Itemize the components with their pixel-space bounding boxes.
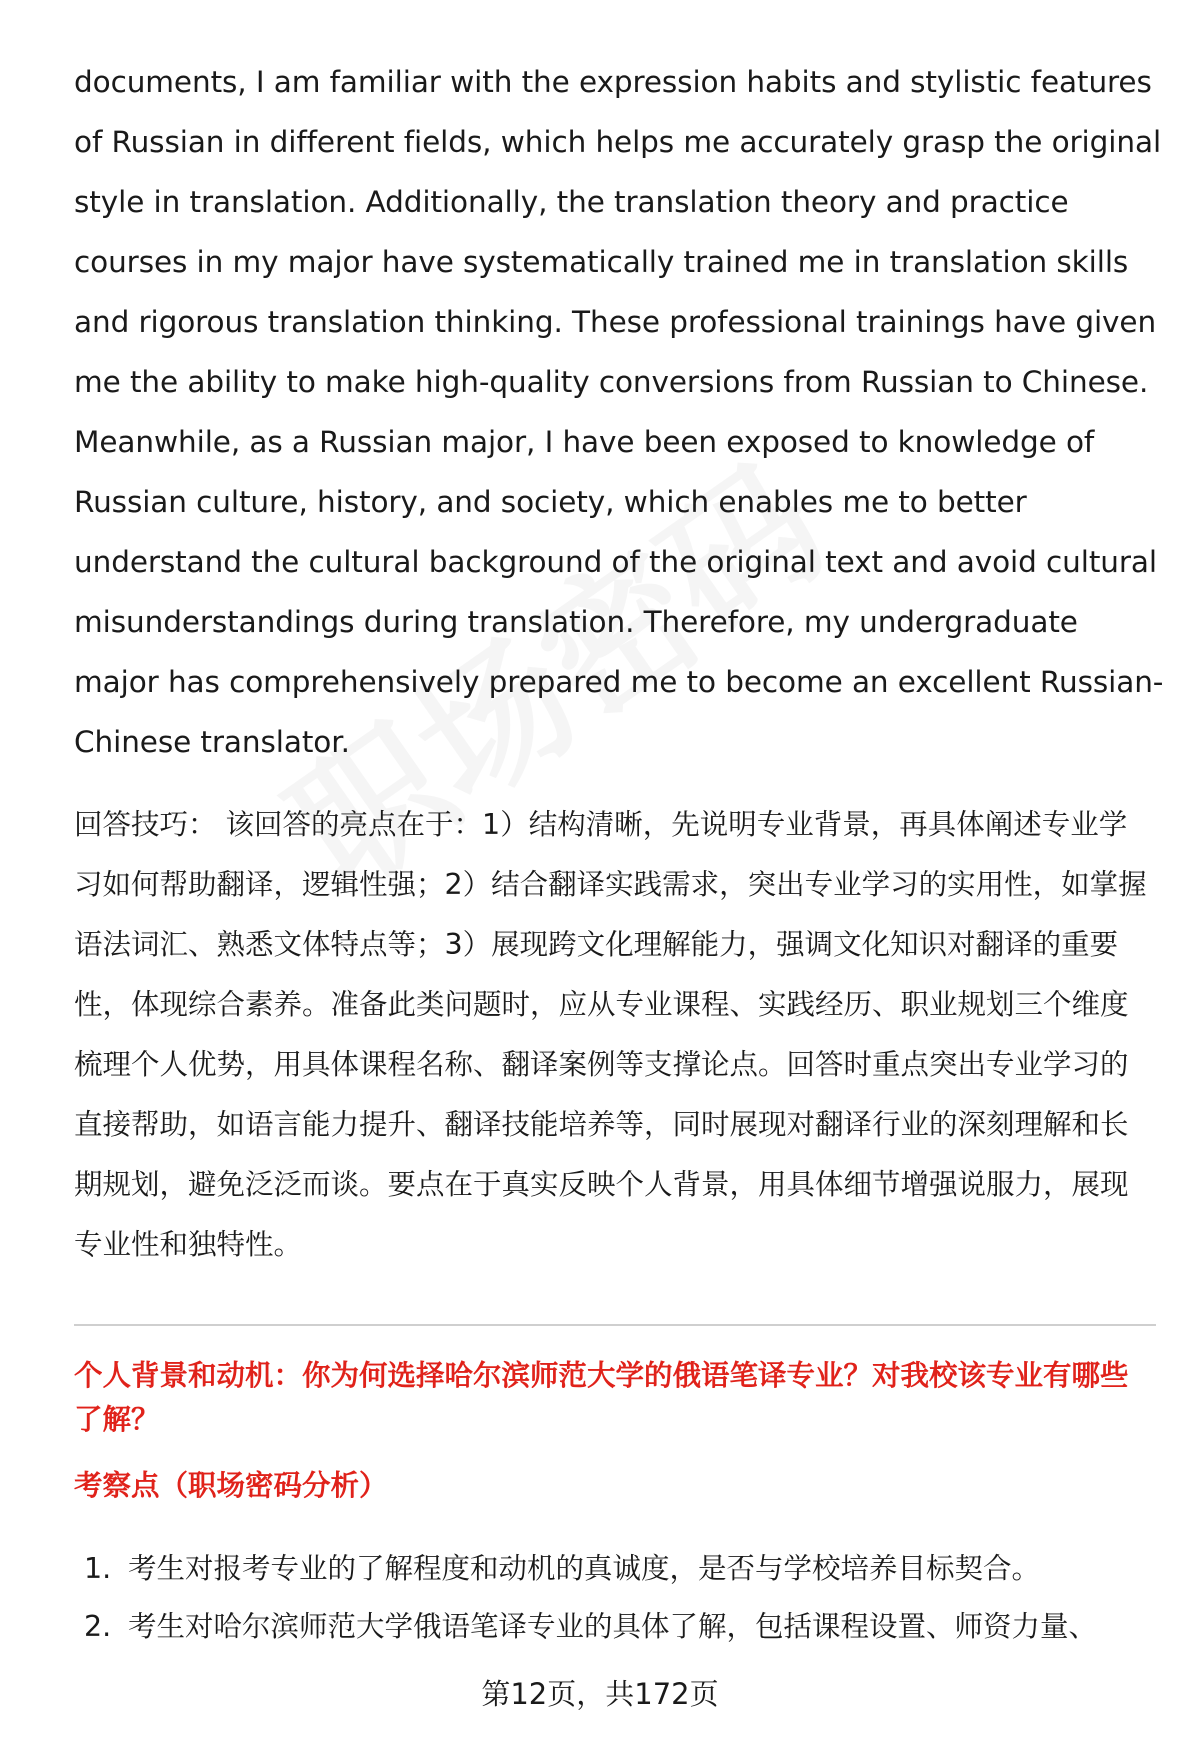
section-divider: [74, 1324, 1156, 1326]
assessment-points-list: [74, 1540, 1156, 1656]
interview-question: 个人背景和动机：你为何选择哈尔滨师范大学的俄语笔译专业？对我校该专业有哪些了解？: [74, 1359, 1129, 1436]
list-item-text: 考生对报考专业的了解程度和动机的真诚度，是否与学校培养目标契合。: [128, 1552, 1041, 1585]
list-item-number: 2.: [84, 1610, 112, 1643]
assessment-points-heading: 考察点（职场密码分析）: [74, 1469, 388, 1502]
list-item: [74, 1598, 1156, 1656]
list-item-text: 考生对哈尔滨师范大学俄语笔译专业的具体了解，包括课程设置、师资力量、: [128, 1610, 1098, 1643]
list-item-number: 1.: [84, 1552, 112, 1585]
list-item: [74, 1540, 1156, 1598]
answer-body-text: documents, I am familiar with the expression habits and stylistic features of Russian in different fields, which helps me accurately grasp the original style in translation. Additionally, the translation theory and practice courses in my major have systematically trained me in translation skills and rigorous translation thinking. These professional trainings have given me the ability to make high-quality conversions from Russian to Chinese. Meanwhile, as a Russian major, I have been exposed to knowledge of Russian culture, history, and society, which enables me to better understand the cultural background of the original text and avoid cultural misunderstandings during translation. Therefore, my undergraduate major has comprehensively prepared me to become an excellent Russian-Chinese translator.: [74, 65, 1164, 759]
answer-tips-paragraph: 回答技巧： 该回答的亮点在于：1）结构清晰，先说明专业背景，再具体阐述专业学习如何帮助翻译，逻辑性强；2）结合翻译实践需求，突出专业学习的实用性，如掌握语法词汇、熟悉文体特点等；3）展现跨文化理解能力，强调文化知识对翻译的重要性，体现综合素养。准备此类问题时，应从专业课程、实践经历、职业规划三个维度梳理个人优势，用具体课程名称、翻译案例等支撑论点。回答时重点突出专业学习的直接帮助，如语言能力提升、翻译技能培养等，同时展现对翻译行业的深刻理解和长期规划，避免泛泛而谈。要点在于真实反映个人背景，用具体细节增强说服力，展现专业性和独特性。: [74, 808, 1147, 1261]
page-number-footer: 第12页，共172页: [481, 1677, 719, 1711]
